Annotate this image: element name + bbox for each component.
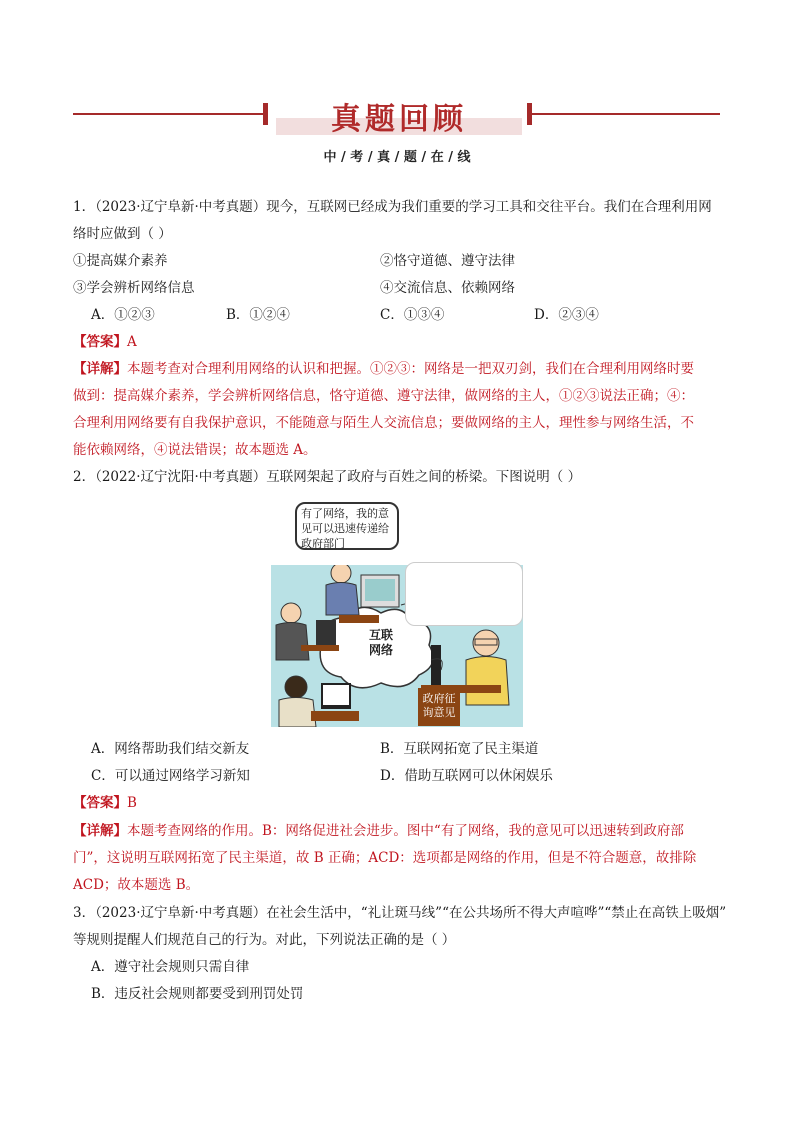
q2-detail-line1 — [73, 822, 684, 840]
page-subtitle: 中 / 考 / 真 / 题 / 在 / 线 — [323, 150, 471, 165]
q2-detail-text1: 本题考查网络的作用。B：网络促进社会进步。图中“有了网络，我的意见可以迅速转到政府部 — [127, 823, 684, 839]
cloud-label — [361, 628, 401, 658]
q2-option-b: B．互联网拓宽了民主渠道 — [380, 741, 539, 757]
q2-answer-value: B — [127, 795, 137, 811]
q3-option-b: B．违反社会规则都要受到刑罚处罚 — [91, 986, 304, 1002]
q2-detail-line3: ACD；故本题选 B。 — [73, 877, 200, 893]
q2-answer-label: 【答案】 — [73, 795, 127, 811]
header-line-right — [530, 113, 720, 115]
q2-stem: 2．（2022·辽宁沈阳·中考真题）互联网架起了政府与百姓之间的桥梁。下图说明（ ） — [73, 469, 582, 485]
cloud-label-line2: 网络 — [368, 643, 393, 657]
q1-detail-label: 【详解】 — [73, 361, 127, 377]
speech-bubble: 有了网络，我的意见可以迅速传递给政府部门 — [295, 502, 399, 550]
q1-stem-line2: 络时应做到（ ） — [73, 226, 172, 242]
q1-option-d: D．②③④ — [534, 307, 599, 323]
q1-item-1: ①提高媒介素养 — [73, 253, 168, 269]
q2-option-a: A．网络帮助我们结交新友 — [91, 741, 250, 757]
q1-detail-text1: 本题考查对合理利用网络的认识和把握。①②③：网络是一把双刃剑，我们在合理利用网络时要 — [127, 361, 694, 377]
q1-option-a: A．①②③ — [91, 307, 155, 323]
government-sign: 政府征询意见 — [418, 688, 460, 726]
q2-detail-label: 【详解】 — [73, 823, 127, 839]
page-title: 真题回顾 — [331, 102, 467, 137]
cloud-label-line1: 互联 — [368, 628, 393, 642]
q3-stem-line2: 等规则提醒人们规范自己的行为。对此，下列说法正确的是（ ） — [73, 932, 456, 948]
q2-option-c: C．可以通过网络学习新知 — [91, 768, 250, 784]
q1-item-4: ④交流信息、依赖网络 — [380, 280, 515, 296]
empty-speech-bubble — [405, 562, 523, 626]
q2-detail-line2: 门”，这说明互联网拓宽了民主渠道，故 B 正确；ACD：选项都是网络的作用，但是不符合题意，故排除 — [73, 850, 697, 866]
q1-item-2: ②恪守道德、遵守法律 — [380, 253, 515, 269]
q1-answer-label: 【答案】 — [73, 334, 127, 350]
header-line-left — [73, 113, 265, 115]
q1-option-b: B．①②④ — [226, 307, 290, 323]
q2-answer — [73, 794, 137, 812]
q1-detail-line1 — [73, 360, 694, 378]
q2-option-d: D．借助互联网可以休闲娱乐 — [380, 768, 553, 784]
header-bar-left — [263, 103, 268, 125]
q1-answer-value: A — [127, 334, 137, 350]
q1-detail-line4: 能依赖网络，④说法错误；故本题选 A。 — [73, 442, 317, 458]
q3-option-a: A．遵守社会规则只需自律 — [91, 959, 250, 975]
q1-stem-line1: 1．（2023·辽宁阜新·中考真题）现今，互联网已经成为我们重要的学习工具和交往平台。我们在合理利用网 — [73, 199, 712, 215]
q1-detail-line3: 合理利用网络要有自我保护意识，不能随意与陌生人交流信息；要做网络的主人，理性参与网络生活，不 — [73, 415, 694, 431]
q1-option-c: C．①③④ — [380, 307, 445, 323]
q1-item-3: ③学会辨析网络信息 — [73, 280, 195, 296]
q3-stem-line1: 3．（2023·辽宁阜新·中考真题）在社会生活中，“礼让斑马线”“在公共场所不得大声喧哗”“禁止在高铁上吸烟” — [73, 905, 727, 921]
q1-answer — [73, 333, 137, 351]
q1-detail-line2: 做到：提高媒介素养，学会辨析网络信息，恪守道德、遵守法律，做网络的主人，①②③说法正确；④： — [73, 388, 694, 404]
